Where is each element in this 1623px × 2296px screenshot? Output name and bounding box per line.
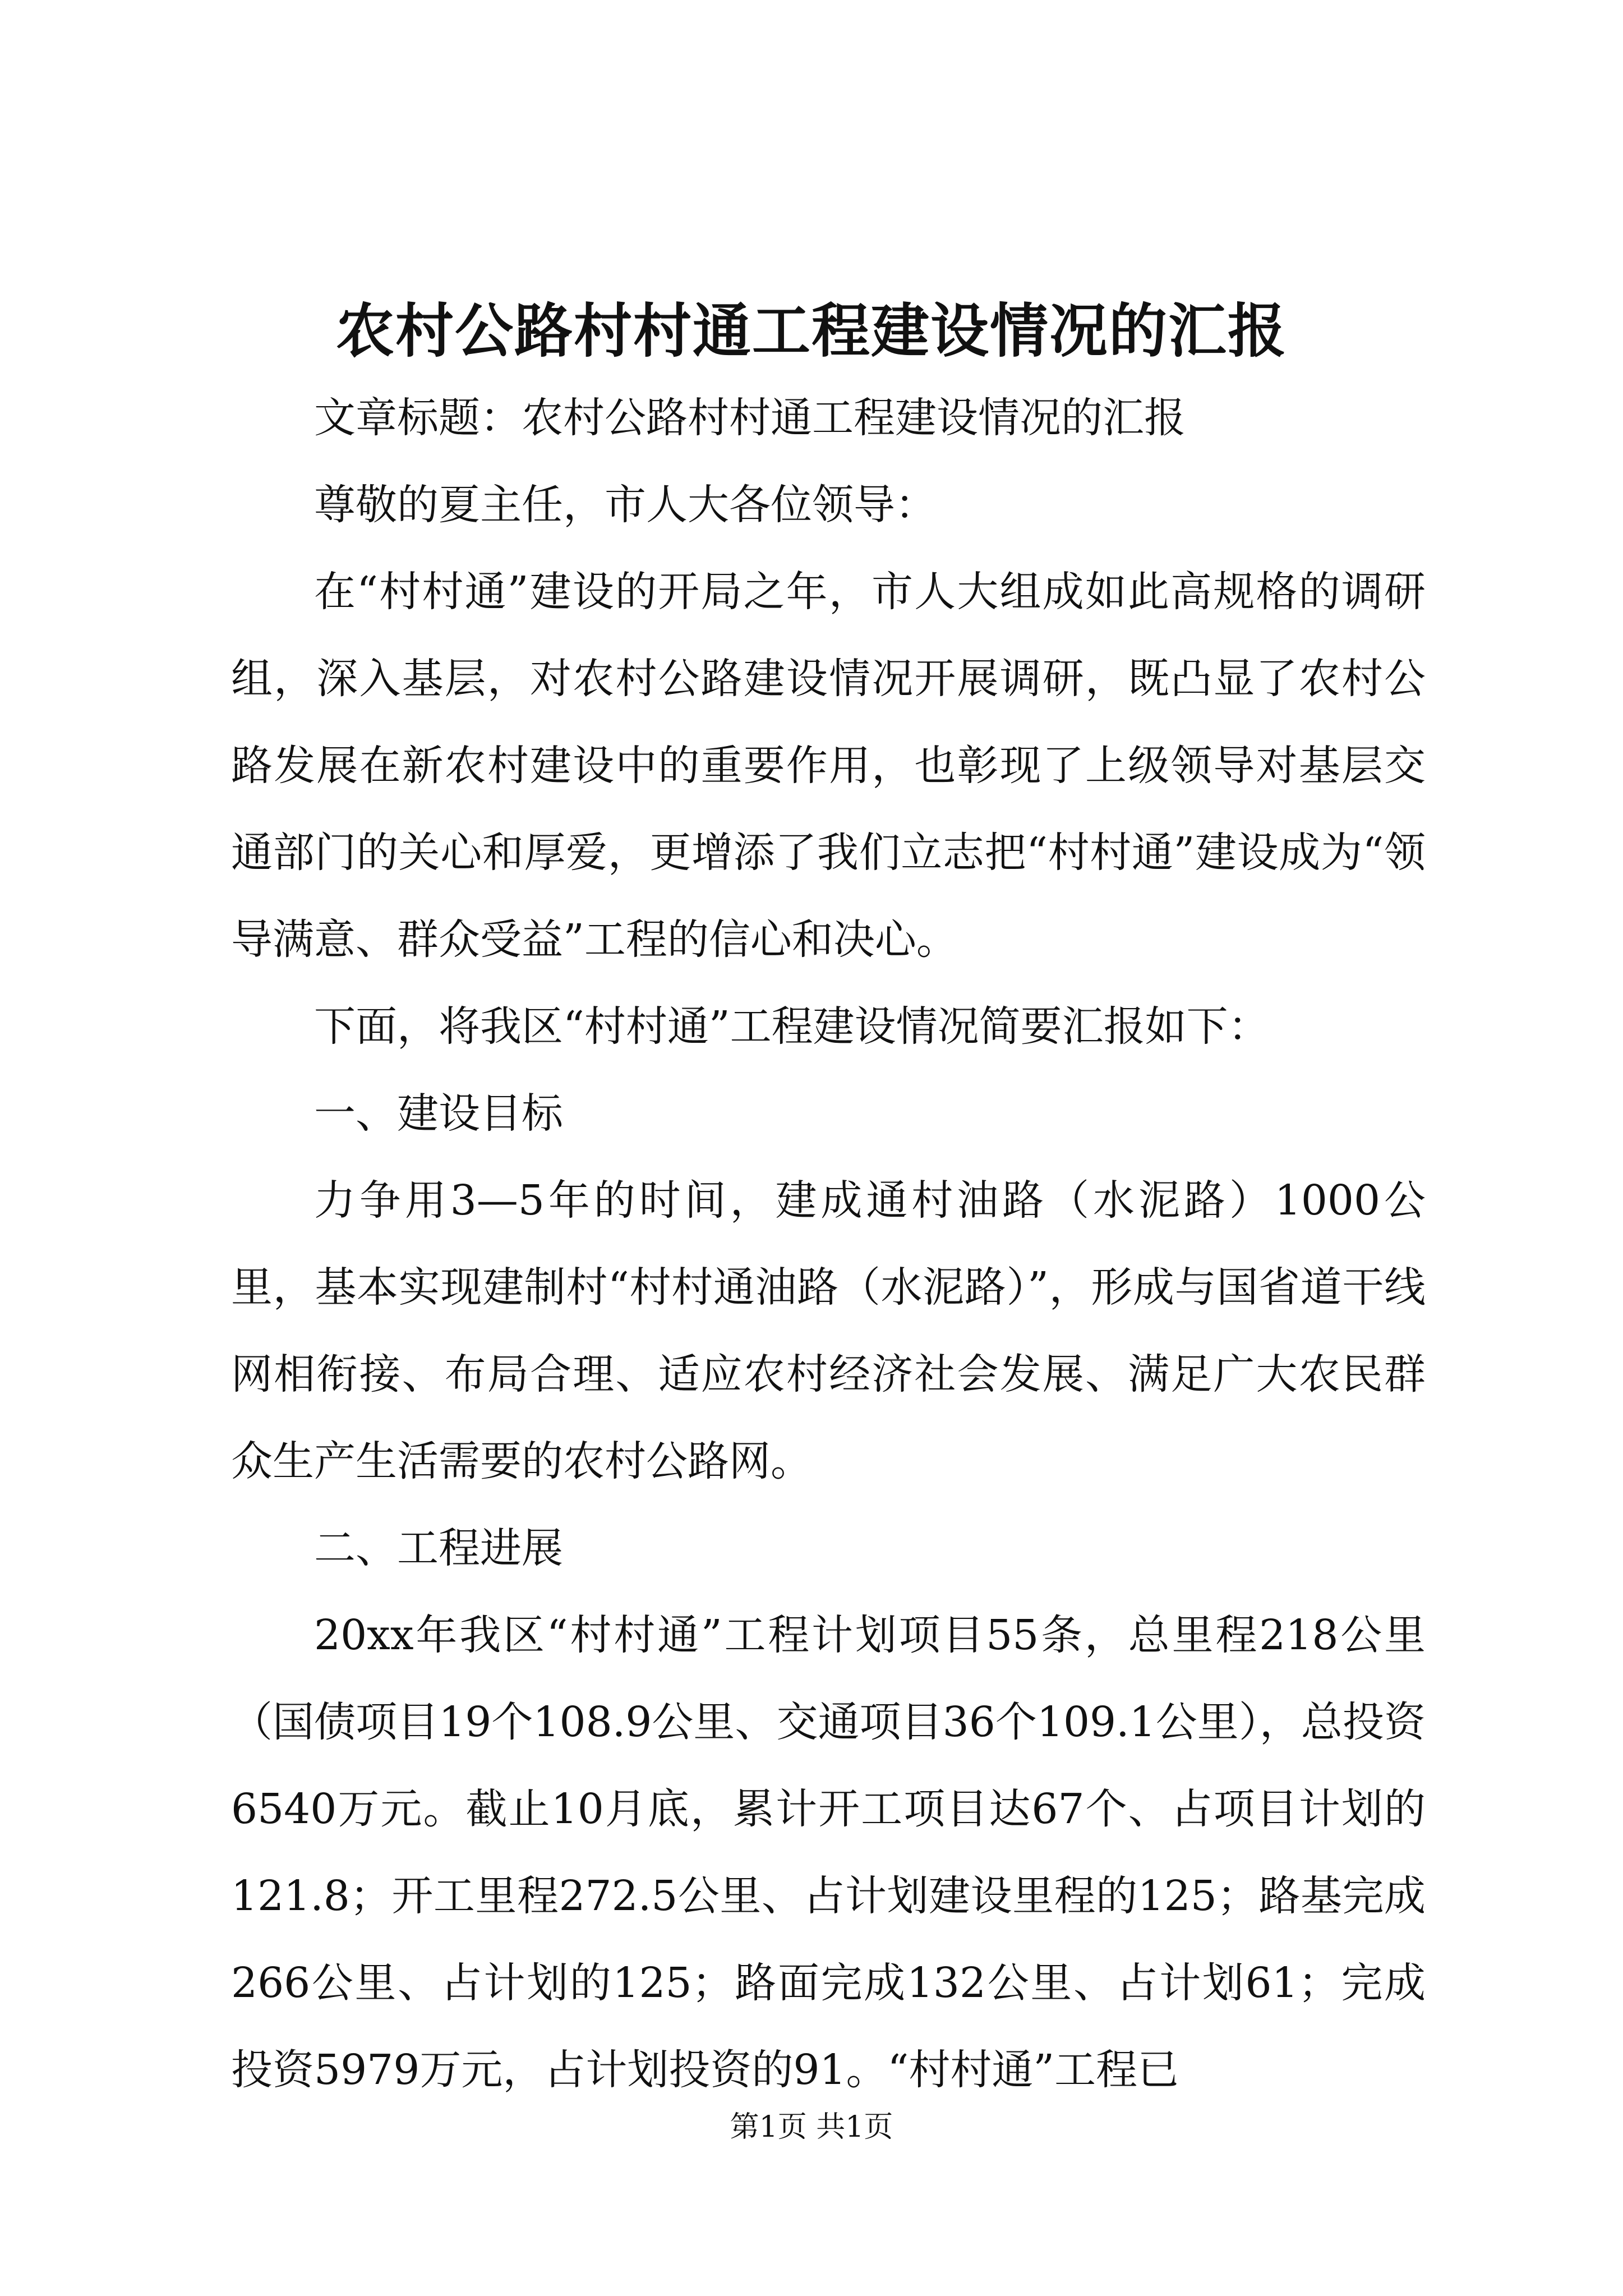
paragraph-progress: 20xx年我区“村村通”工程计划项目55条，总里程218公里（国债项目19个108.9公里、交通项目36个109.1公里），总投资6540万元。截止10月底，累计开工项目达67个、占项目计划的121.8；开工里程272.5公里、占计划建设里程的125；路基完成266公里、占计划的125；路面完成132公里、占计划61；完成投资5979万元，占计划投资的91。“村村通”工程已: [231, 1611, 1426, 2094]
page-footer: 第1页 共1页: [730, 2110, 893, 2144]
paragraph-intro: 在“村村通”建设的开局之年，市人大组成如此高规格的调研组，深入基层，对农村公路建设情况开展调研，既凸显了农村公路发展在新农村建设中的重要作用，也彰现了上级领导对基层交通部门的关心和厚爱，更增添了我们立志把“村村通”建设成为“领导满意、群众受益”工程的信心和决心。: [231, 568, 1426, 964]
paragraph-goals: 力争用3—5年的时间，建成通村油路（水泥路）1000公里，基本实现建制村“村村通油路（水泥路）”，形成与国省道干线网相衔接、布局合理、适应农村经济社会发展、满足广大农民群众生产生活需要的农村公路网。: [231, 1176, 1426, 1485]
document-title: 农村公路村村通工程建设情况的汇报: [335, 296, 1287, 365]
section-heading-progress: 二、工程进展: [314, 1524, 563, 1572]
paragraph-summary-lead: 下面，将我区“村村通”工程建设情况简要汇报如下：: [314, 1002, 1270, 1051]
section-heading-goals: 一、建设目标: [314, 1089, 563, 1138]
document-body: [231, 375, 1426, 2114]
paragraph-salutation: 尊敬的夏主任，市人大各位领导：: [314, 481, 937, 529]
paragraph-article-title: 文章标题：农村公路村村通工程建设情况的汇报: [314, 394, 1186, 442]
